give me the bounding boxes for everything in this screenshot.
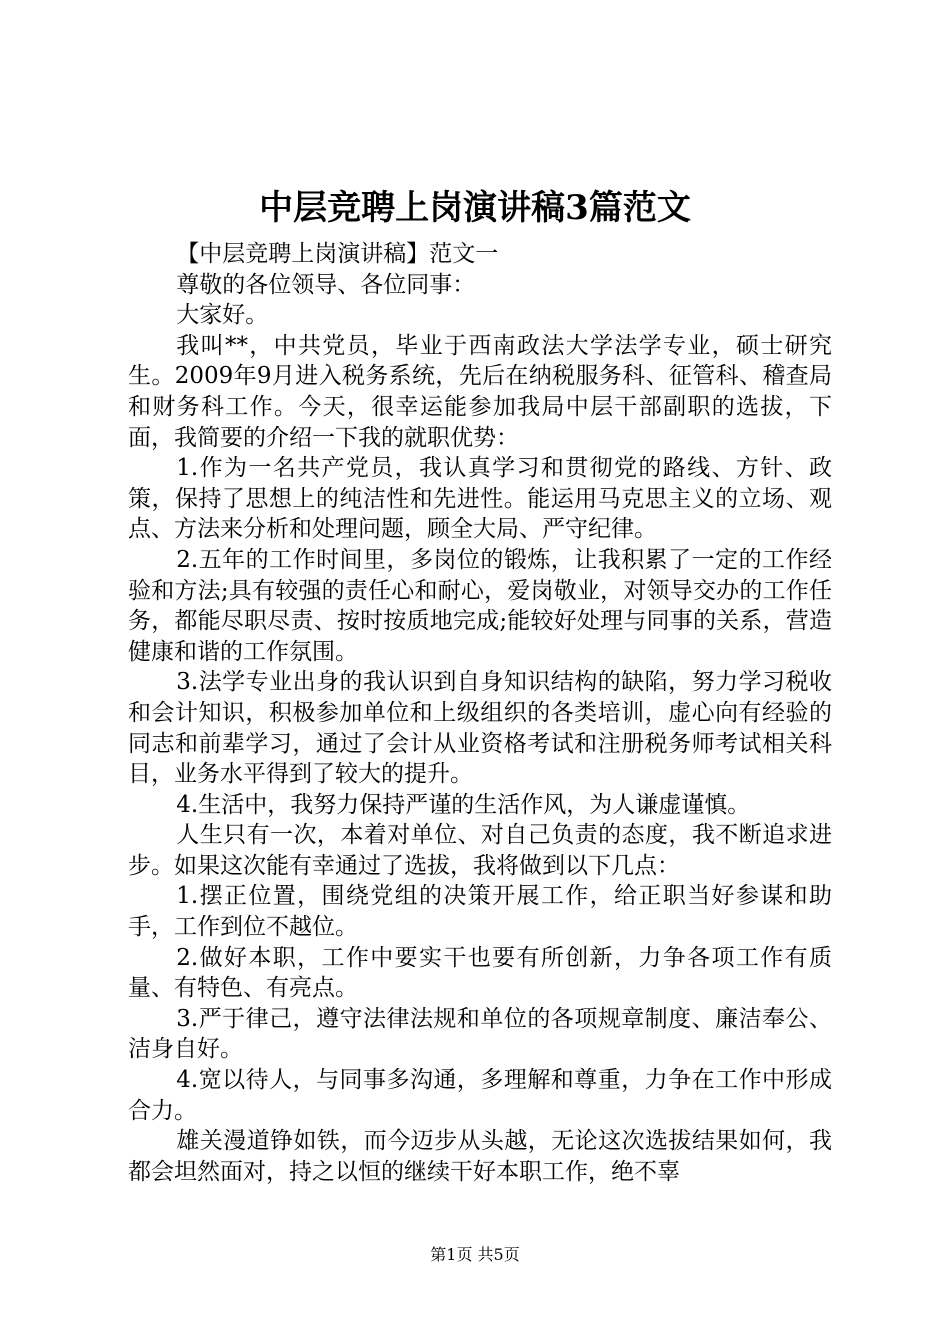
paragraph-salutation: 尊敬的各位领导、各位同事： <box>176 271 476 298</box>
paragraph-advantage-1: 1.作为一名共产党员，我认真学习和贯彻党的路线、方针、政策，保持了思想上的纯洁性和先进性。能运用马克思主义的立场、观点、方法来分析和处理问题，顾全大局、严守纪律。 <box>128 455 832 543</box>
paragraph-transition: 人生只有一次，本着对单位、对自己负责的态度，我不断追求进步。如果这次能有幸通过了选拔，我将做到以下几点： <box>128 822 832 879</box>
paragraph-advantage-2: 2.五年的工作时间里，多岗位的锻炼，让我积累了一定的工作经验和方法;具有较强的责任心和耐心，爱岗敬业，对领导交办的工作任务，都能尽职尽责、按时按质地完成;能较好处理与同事的关系，营造健康和谐的工作氛围。 <box>128 546 832 665</box>
paragraph-heading: 【中层竞聘上岗演讲稿】范文一 <box>176 241 499 267</box>
paragraph-closing: 雄关漫道铮如铁，而今迈步从头越，无论这次选拔结果如何，我都会坦然面对，持之以恒的继续干好本职工作，绝不辜 <box>128 1128 832 1185</box>
paragraph-plan-3: 3.严于律己，遵守法律法规和单位的各项规章制度、廉洁奉公、洁身自好。 <box>128 1005 832 1063</box>
paragraph-plan-1: 1.摆正位置，围绕党组的决策开展工作，给正职当好参谋和助手，工作到位不越位。 <box>128 883 832 941</box>
paragraph-plan-4: 4.宽以待人，与同事多沟通，多理解和尊重，力争在工作中形成合力。 <box>128 1067 832 1124</box>
paragraph-introduction: 我叫**，中共党员，毕业于西南政法大学法学专业，硕士研究生。2009年9月进入税务系统，先后在纳税服务科、征管科、稽查局和财务科工作。今天，很幸运能参加我局中层干部副职的选拔，下面，我简要的介绍一下我的就职优势： <box>128 332 832 451</box>
paragraph-advantage-4: 4.生活中，我努力保持严谨的生活作风，为人谦虚谨慎。 <box>176 791 751 818</box>
page-number-footer: 第1页 共5页 <box>430 1245 520 1264</box>
document-title: 中层竞聘上岗演讲稿3篇范文 <box>259 188 691 228</box>
document-body <box>128 239 832 1187</box>
paragraph-greeting: 大家好。 <box>176 302 269 329</box>
paragraph-plan-2: 2.做好本职，工作中要实干也要有所创新，力争各项工作有质量、有特色、有亮点。 <box>128 944 832 1002</box>
paragraph-advantage-3: 3.法学专业出身的我认识到自身知识结构的缺陷，努力学习税收和会计知识，积极参加单位和上级组织的各类培训，虚心向有经验的同志和前辈学习，通过了会计从业资格考试和注册税务师考试相关科目，业务水平得到了较大的提升。 <box>128 669 832 788</box>
